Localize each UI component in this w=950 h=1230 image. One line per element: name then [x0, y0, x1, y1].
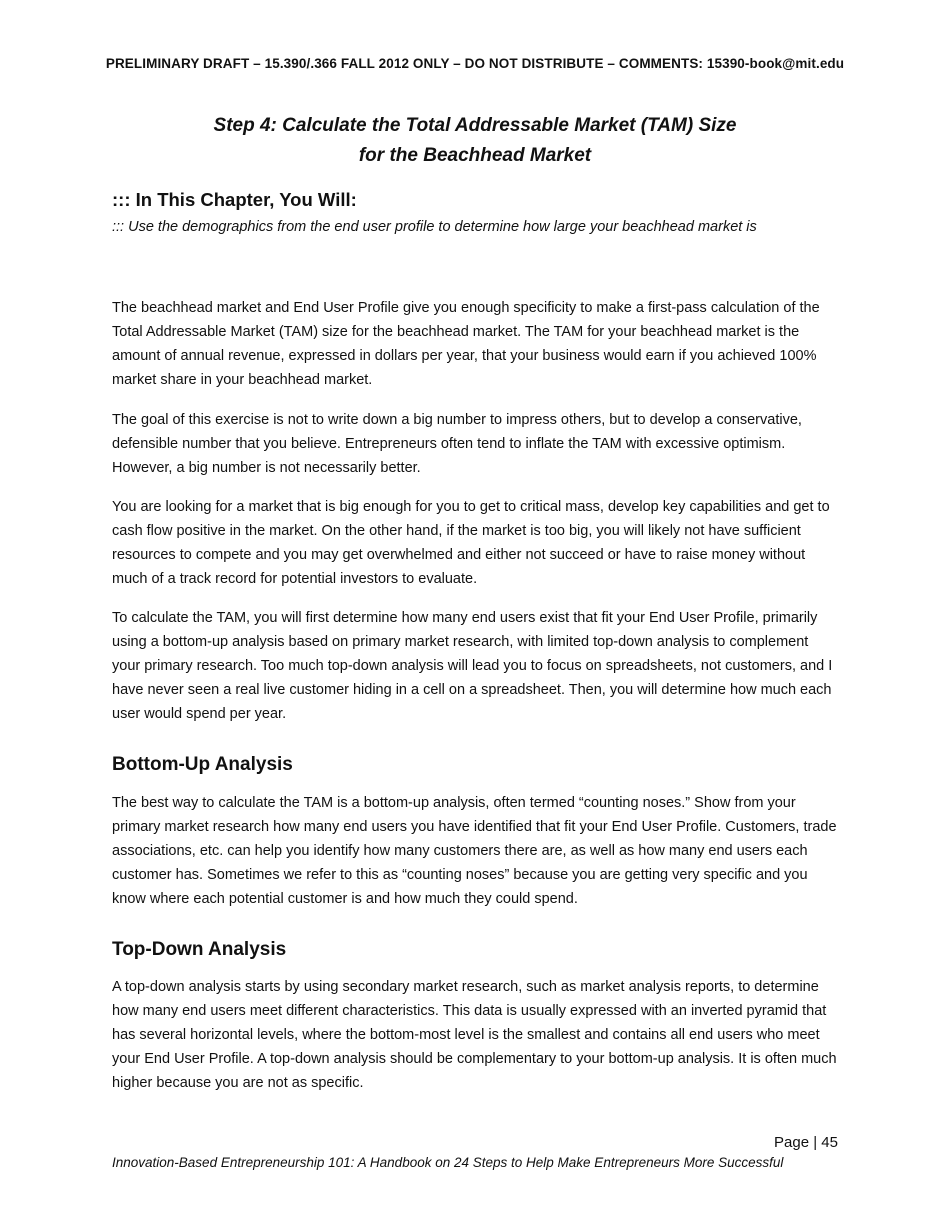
- footer-book-title: Innovation-Based Entrepreneurship 101: A Handbook on 24 Steps to Help Make Entrepreneurs More Successful: [112, 1155, 784, 1170]
- chapter-title: [0, 111, 950, 171]
- intro-paragraph-4: To calculate the TAM, you will first determine how many end users exist that fit your End User Profile, primarily using a bottom-up analysis based on primary market research, with limited top-down analysis to complement your primary research. Too much top-down analysis will lead you to focus on spreadsheets, not customers, and I have never seen a real live customer hiding in a cell on a spreadsheet. Then, you will determine how much each user would spend per year.: [112, 610, 833, 722]
- page-number: Page | 45: [774, 1134, 838, 1151]
- top-down-paragraph: A top-down analysis starts by using secondary market research, such as market analysis reports, to determine how many end users meet different characteristics. This data is usually expressed with an inverted pyramid that has several horizontal levels, where the bottom-most level is the smallest and contains all end users who meet your End User Profile. A top-down analysis should be complementary to your bottom-up analysis. It is often much higher because you are not as specific.: [112, 979, 837, 1091]
- chapter-objective-item: ::: Use the demographics from the end user profile to determine how large your beachhead market is: [112, 219, 757, 235]
- top-down-heading: Top-Down Analysis: [112, 939, 287, 960]
- chapter-title-line-2: for the Beachhead Market: [358, 145, 592, 166]
- bottom-up-paragraph: The best way to calculate the TAM is a bottom-up analysis, often termed “counting noses.” Show from your primary market research how many end users you have identified that fit your End User Profile. Customers, trade associations, etc. can help you identify how many customers there are, as well as how many end users each customer has. Sometimes we refer to this as “counting noses” because you are getting very specific and you know where each potential customer is and how much they could spend.: [112, 795, 837, 907]
- draft-notice-header: PRELIMINARY DRAFT – 15.390/.366 FALL 2012 ONLY – DO NOT DISTRIBUTE – COMMENTS: 15390-book@mit.edu: [105, 56, 845, 71]
- intro-paragraph-3: You are looking for a market that is big enough for you to get to critical mass, develop key capabilities and get to cash flow positive in the market. On the other hand, if the market is too big, you will likely not have sufficient resources to compete and you may get overwhelmed and either not succeed or have to raise money without much of a track record for potential investors to evaluate.: [112, 499, 830, 587]
- intro-paragraph-2: The goal of this exercise is not to write down a big number to impress others, but to develop a conservative, defensible number that you believe. Entrepreneurs often tend to inflate the TAM with excessive optimism. However, a big number is not necessarily better.: [112, 412, 802, 476]
- chapter-objectives-heading: ::: In This Chapter, You Will:: [112, 189, 357, 210]
- chapter-title-line-1: Step 4: Calculate the Total Addressable Market (TAM) Size: [213, 115, 737, 136]
- bottom-up-heading: Bottom-Up Analysis: [112, 754, 293, 775]
- intro-paragraph-1: The beachhead market and End User Profile give you enough specificity to make a first-pass calculation of the Total Addressable Market (TAM) size for the beachhead market. The TAM for your beachhead market is the amount of annual revenue, expressed in dollars per year, that your business would earn if you achieved 100% market share in your beachhead market.: [112, 300, 820, 388]
